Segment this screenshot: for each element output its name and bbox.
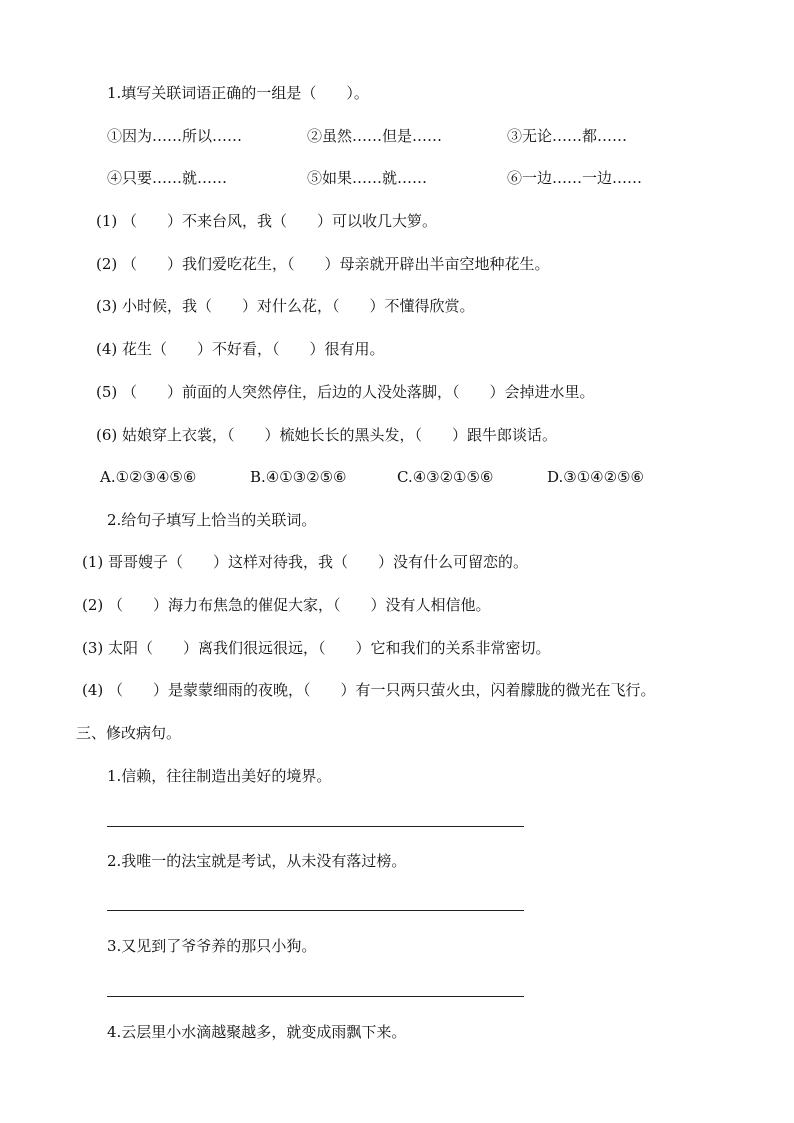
q2-sentence-2: (2) （ ）海力布焦急的催促大家，（ ）没有人相信他。 xyxy=(82,596,491,614)
q1-sentence-4: (4) 花生（ ）不好看，（ ）很有用。 xyxy=(96,340,385,358)
answer-line-2[interactable] xyxy=(107,910,524,911)
q1-sentence-1: (1) （ ）不来台风，我（ ）可以收几大箩。 xyxy=(96,212,438,230)
q1-sentence-5: (5) （ ）前面的人突然停住，后边的人没处落脚，（ ）会掉进水里。 xyxy=(96,383,595,401)
q1-sentence-6: (6) 姑娘穿上衣裳，（ ）梳她长长的黑头发，（ ）跟牛郎谈话。 xyxy=(96,426,558,444)
q1-choice-a: A.①②③④⑤⑥ xyxy=(100,468,197,486)
q1-option-3: ③无论……都…… xyxy=(507,127,628,145)
q2-sentence-3: (3) 太阳（ ）离我们很远很远，（ ）它和我们的关系非常密切。 xyxy=(82,639,551,657)
q2-sentence-1: (1) 哥哥嫂子（ ）这样对待我，我（ ）没有什么可留恋的。 xyxy=(82,553,529,571)
q1-option-2: ②虽然……但是…… xyxy=(307,127,443,145)
q1-choice-b: B.④①③②⑤⑥ xyxy=(250,468,347,486)
q1-choice-c: C.④③②①⑤⑥ xyxy=(397,468,494,486)
answer-line-1[interactable] xyxy=(107,826,524,827)
fix-sentence-3: 3.又见到了爷爷养的那只小狗。 xyxy=(107,937,317,955)
q1-option-5: ⑤如果……就…… xyxy=(307,169,428,187)
q1-option-6: ⑥一边……一边…… xyxy=(507,169,643,187)
answer-line-3[interactable] xyxy=(107,996,524,997)
q1-option-4: ④只要……就…… xyxy=(107,169,228,187)
q1-sentence-3: (3) 小时候，我（ ）对什么花，（ ）不懂得欣赏。 xyxy=(96,297,475,315)
q1-choice-d: D.③①④②⑤⑥ xyxy=(547,468,644,486)
fix-sentence-4: 4.云层里小水滴越聚越多，就变成雨飘下来。 xyxy=(107,1023,407,1041)
q1-prompt: 1.填写关联词语正确的一组是（ ）。 xyxy=(107,84,369,102)
fix-sentence-1: 1.信赖，往往制造出美好的境界。 xyxy=(107,767,332,785)
q2-prompt: 2.给句子填写上恰当的关联词。 xyxy=(107,511,317,529)
q2-sentence-4: (4) （ ）是蒙蒙细雨的夜晚，（ ）有一只两只萤火虫，闪着朦胧的微光在飞行。 xyxy=(82,681,656,699)
q1-option-1: ①因为……所以…… xyxy=(107,127,243,145)
q1-sentence-2: (2) （ ）我们爱吃花生，（ ）母亲就开辟出半亩空地种花生。 xyxy=(96,255,550,273)
section-3-heading: 三、修改病句。 xyxy=(76,724,182,742)
fix-sentence-2: 2.我唯一的法宝就是考试，从未没有落过榜。 xyxy=(107,852,407,870)
